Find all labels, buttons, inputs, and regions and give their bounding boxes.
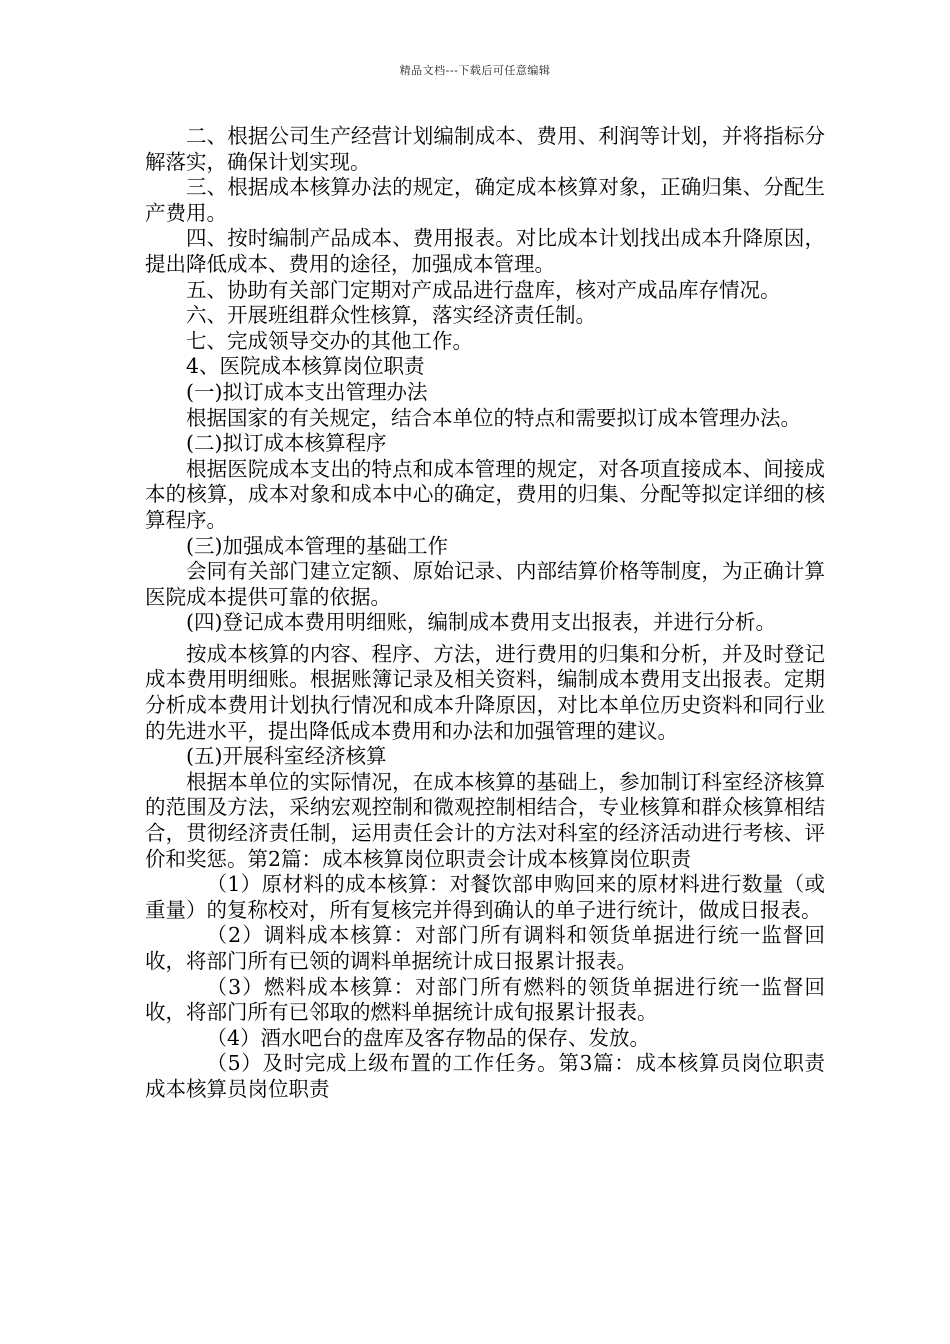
subsection-heading: (一)拟订成本支出管理办法 bbox=[186, 379, 428, 404]
list-item: （1）原材料的成本核算：对餐饮部申购回来的原材料进行数量（或重量）的复称校对，所有复核完并得到确认的单子进行统计，做成日报表。 bbox=[145, 872, 825, 922]
paragraph: 二、根据公司生产经营计划编制成本、费用、利润等计划，并将指标分解落实，确保计划实现。 bbox=[145, 124, 825, 174]
list-item: （4）酒水吧台的盘库及客存物品的保存、发放。 bbox=[206, 1025, 651, 1050]
subsection-heading: (四)登记成本费用明细账，编制成本费用支出报表，并进行分析。 bbox=[186, 610, 776, 635]
paragraph: 根据本单位的实际情况，在成本核算的基础上，参加制订科室经济核算的范围及方法，采纳宏观控制和微观控制相结合，专业核算和群众核算相结合，贯彻经济责任制，运用责任会计的方法对科室的经济活动进行考核、评价和奖惩。第2篇：成本核算岗位职责会计成本核算岗位职责 bbox=[145, 769, 825, 871]
list-item: （5）及时完成上级布置的工作任务。第3篇：成本核算员岗位职责成本核算员岗位职责 bbox=[145, 1051, 825, 1101]
paragraph: 根据国家的有关规定，结合本单位的特点和需要拟订成本管理办法。 bbox=[186, 405, 801, 430]
paragraph: 五、协助有关部门定期对产成品进行盘库，核对产成品库存情况。 bbox=[186, 277, 781, 302]
paragraph: 七、完成领导交办的其他工作。 bbox=[186, 328, 473, 353]
paragraph: 三、根据成本核算办法的规定，确定成本核算对象，正确归集、分配生产费用。 bbox=[145, 175, 825, 225]
paragraph: 会同有关部门建立定额、原始记录、内部结算价格等制度，为正确计算医院成本提供可靠的依据。 bbox=[145, 559, 825, 609]
paragraph: 根据医院成本支出的特点和成本管理的规定，对各项直接成本、间接成本的核算，成本对象和成本中心的确定，费用的归集、分配等拟定详细的核算程序。 bbox=[145, 456, 825, 532]
document-body bbox=[145, 124, 825, 1103]
subsection-heading: (五)开展科室经济核算 bbox=[186, 744, 387, 769]
list-item: （3）燃料成本核算：对部门所有燃料的领货单据进行统一监督回收，将部门所有已邻取的燃料单据统计成旬报累计报表。 bbox=[145, 974, 825, 1025]
page-header: 精品文档---下载后可任意编辑 bbox=[399, 64, 551, 77]
list-item: （2）调料成本核算：对部门所有调料和领货单据进行统一监督回收，将部门所有已领的调料单据统计成日报累计报表。 bbox=[145, 923, 825, 973]
paragraph: 六、开展班组群众性核算，落实经济责任制。 bbox=[186, 303, 596, 328]
paragraph: 四、按时编制产品成本、费用报表。对比成本计划找出成本升降原因，提出降低成本、费用的途径，加强成本管理。 bbox=[145, 226, 825, 276]
paragraph: 按成本核算的内容、程序、方法，进行费用的归集和分析，并及时登记成本费用明细账。根据账簿记录及相关资料，编制成本费用支出报表。定期分析成本费用计划执行情况和成本升降原因，对比本单位历史资料和同行业的先进水平，提出降低成本费用和办法和加强管理的建议。 bbox=[145, 641, 825, 743]
section-heading: 4、医院成本核算岗位职责 bbox=[186, 354, 425, 379]
subsection-heading: (二)拟订成本核算程序 bbox=[186, 431, 387, 456]
subsection-heading: (三)加强成本管理的基础工作 bbox=[186, 533, 448, 558]
